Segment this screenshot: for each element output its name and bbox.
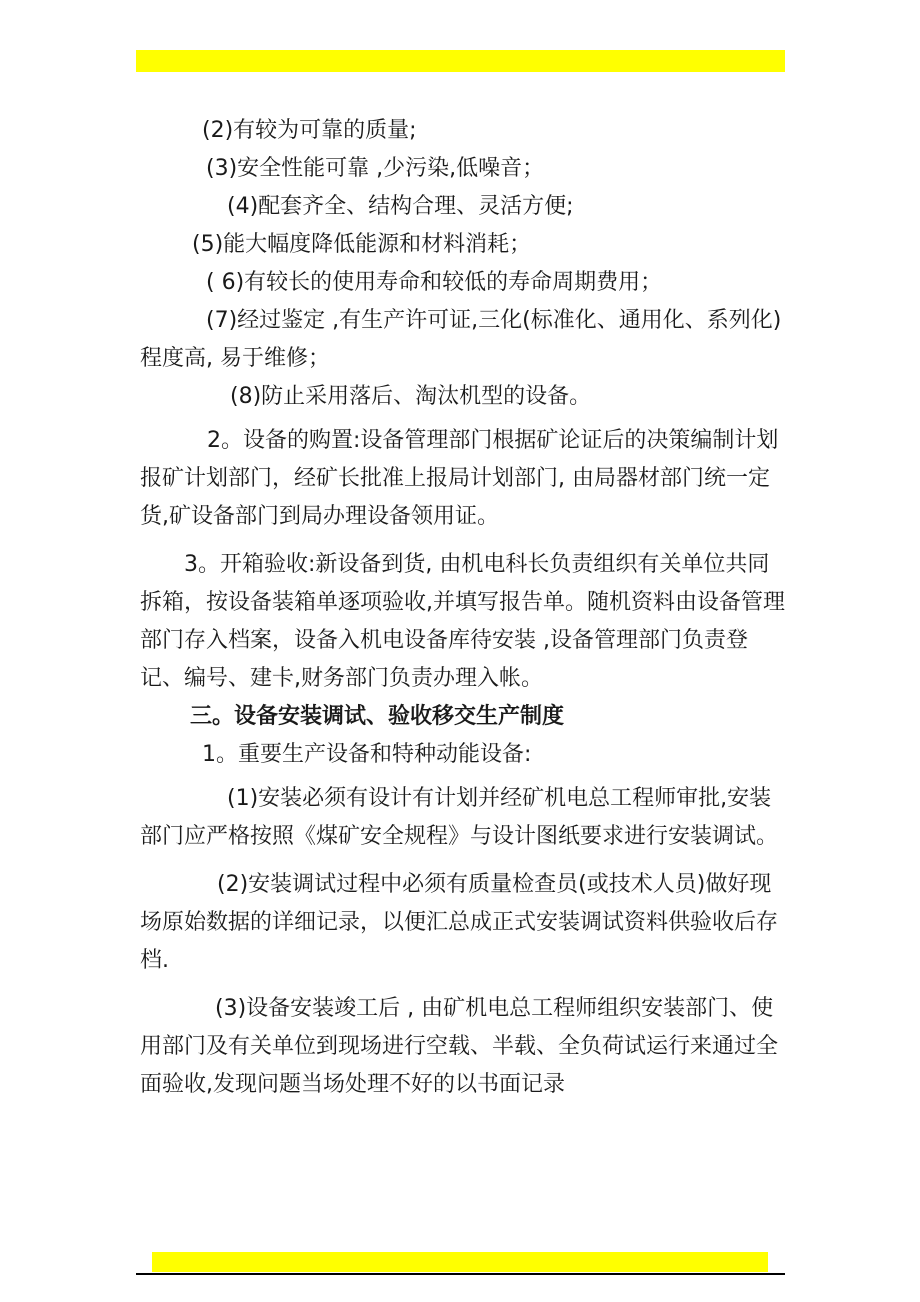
list-item-2: (2)有较为可靠的质量; [202,118,417,143]
section-heading: 三。设备安装调试、验收移交生产制度 [190,704,565,729]
footer-rule [136,1273,785,1275]
header-highlight-bar [136,50,785,72]
list-item-4: (4)配套齐全、结构合理、灵活方便; [227,194,574,219]
item-3-acceptance: (3)设备安装竣工后 , 由矿机电总工程师组织安装部门、使用部门及有关单位到现场进行空载、半载、全负荷试运行来通过全面验收,发现问题当场处理不好的以书面记录 [140,996,779,1097]
item-2-records: (2)安装调试过程中必须有质量检查员(或技术人员)做好现场原始数据的详细记录，以便汇总成正式安装调试资料供验收后存档. [140,872,779,973]
subsection-1-title: 1。重要生产设备和特种动能设备: [202,742,532,767]
section-3-unpacking: 3。开箱验收:新设备到货, 由机电科长负责组织有关单位共同拆箱，按设备装箱单逐项验收,并填写报告单。随机资料由设备管理部门存入档案，设备入机电设备库待安装 ,设备管理部门负责登记、编号、建卡,财务部门负责办理入帐。 [140,552,785,691]
list-item-5: (5)能大幅度降低能源和材料消耗； [192,232,532,257]
list-item-3: (3)安全性能可靠 ,少污染,低噪音； [206,156,545,181]
item-1-installation: (1)安装必须有设计有计划并经矿机电总工程师审批,安装部门应严格按照《煤矿安全规程》与设计图纸要求进行安装调试。 [140,786,779,849]
list-item-6: ( 6)有较长的使用寿命和较低的寿命周期费用； [206,270,663,295]
document-body [140,112,785,1104]
list-item-7: (7)经过鉴定 ,有生产许可证,三化(标准化、通用化、系列化)程度高, 易于维修； [140,308,782,371]
footer-highlight-bar [152,1252,768,1272]
section-2-purchase: 2。设备的购置:设备管理部门根据矿论证后的决策编制计划报矿计划部门，经矿长批准上报局计划部门, 由局器材部门统一定货,矿设备部门到局办理设备领用证。 [140,428,779,529]
list-item-8: (8)防止采用落后、淘汰机型的设备。 [230,384,592,409]
